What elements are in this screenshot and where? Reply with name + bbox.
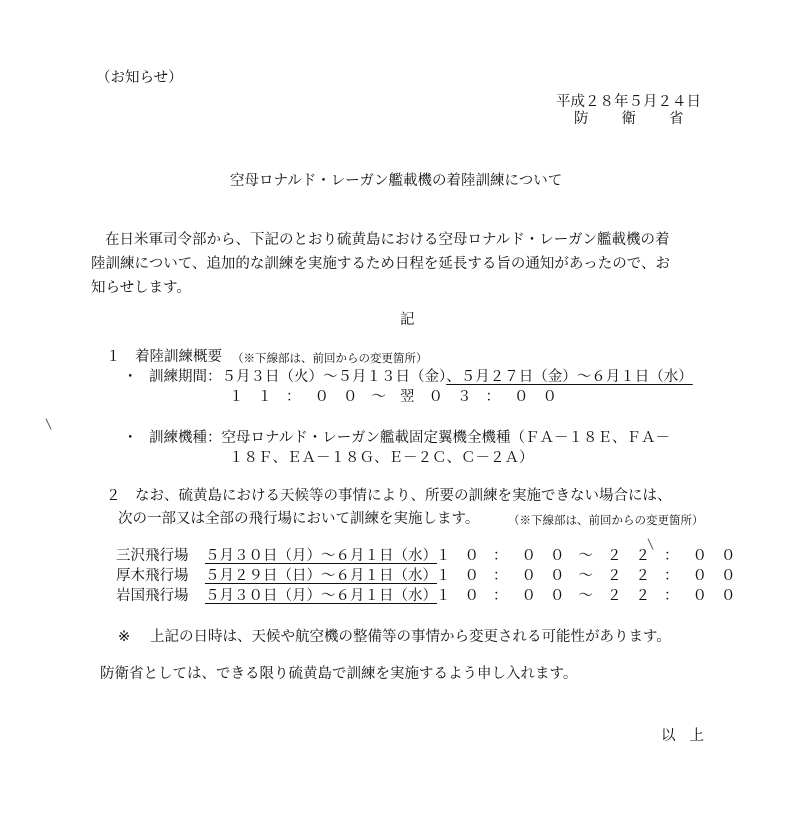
intro-line: 在日米軍司令部から、下記のとおり硫黄島における空母ロナルド・レーガン艦載機の着 [105,232,670,248]
section-2-number: ２ [106,488,121,504]
issuer: 防衛省 [574,111,717,127]
section-1-number: １ [106,349,121,365]
period-original: ５月３日（火）～５月１３日（金） [221,369,447,385]
section-2-line1: なお、硫黄島における天候等の事情により、所要の訓練を実施できない場合には、 [135,488,672,504]
period-bullet: ・ [123,369,138,385]
notice-label: （お知らせ） [96,70,183,86]
airfield-dates: ５月３０日（月）～６月１日（水） [205,548,437,564]
airfield-time: １０：００～２２：００ [436,548,750,564]
airfield-dates: ５月２９日（日）～６月１日（水） [205,568,437,584]
intro-line: 陸訓練について、追加的な訓練を実施するため日程を延長する旨の通知があったので、お [91,256,670,272]
aircraft-line2: １８Ｆ、ＥＡ－１８Ｇ、Ｅ－２Ｃ、Ｃ－２Ａ） [229,450,534,466]
period-time: １１：００～翌０３：００ [229,389,571,405]
airfield-name: 岩国飛行場 [116,588,189,604]
intro-line: 知らせします。 [91,280,191,296]
airfield-dates: ５月３０日（月）～６月１日（水） [205,588,437,604]
scan-speck [46,418,52,429]
aircraft-row [149,431,670,446]
period-changed: 、５月２７日（金）～６月１日（水） [446,369,693,385]
caveat-text: 上記の日時は、天候や航空機の整備等の事情から変更される可能性があります。 [150,629,671,645]
period-row [149,370,693,385]
period-label: 訓練期間： [149,369,222,385]
section-2-note: （※下線部は、前回からの変更箇所） [508,513,704,527]
caveat-mark: ※ [118,629,131,645]
aircraft-label: 訓練機種： [149,430,222,446]
ki-heading: 記 [400,312,415,328]
end-mark: 以上 [661,728,718,744]
section-1-heading: 着陸訓練概要 [135,349,222,365]
release-date: 平成２８年５月２４日 [556,94,701,110]
aircraft-bullet: ・ [123,430,138,446]
airfield-time: １０：００～２２：００ [436,588,750,604]
airfield-name: 厚木飛行場 [116,568,189,584]
section-1-note: （※下線部は、前回からの変更箇所） [232,351,428,365]
section-2-line2: 次の一部又は全部の飛行場において訓練を実施します。 [118,511,480,527]
document-title: 空母ロナルド・レーガン艦載機の着陸訓練について [230,173,563,189]
aircraft-line1: 空母ロナルド・レーガン艦載固定翼機全機種（ＦＡ－１８Ｅ、ＦＡ－ [221,430,670,446]
closing-statement: 防衛省としては、できる限り硫黄島で訓練を実施するよう申し入れます。 [100,666,578,682]
airfield-name: 三沢飛行場 [116,548,189,564]
airfield-time: １０：００～２２：００ [436,568,750,584]
